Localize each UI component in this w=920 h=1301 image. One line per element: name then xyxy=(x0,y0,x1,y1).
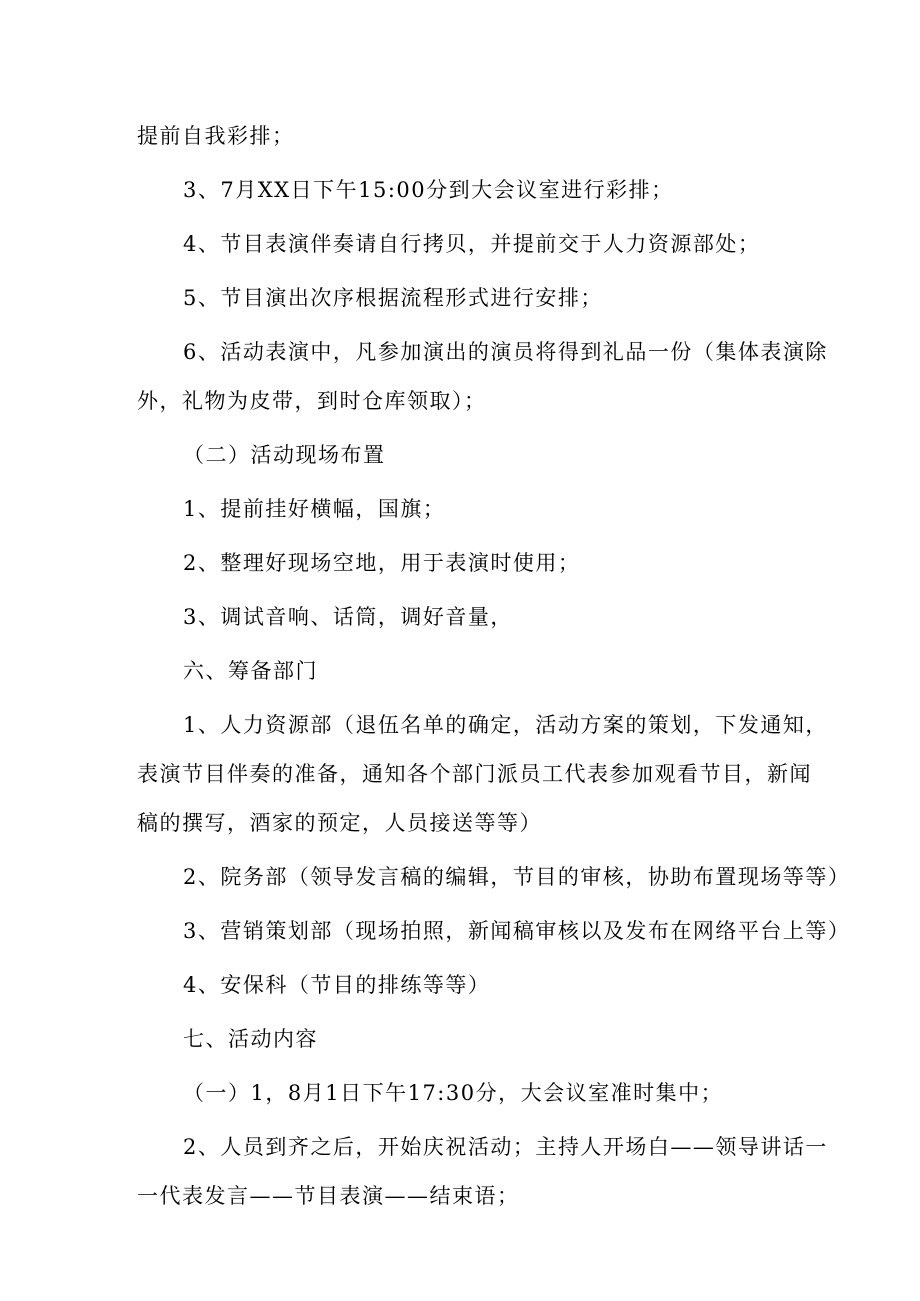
paragraph-11-line-1: 1、人力资源部（退伍名单的确定，活动方案的策划，下发通知， xyxy=(183,713,828,737)
paragraph-5-line-2: 外，礼物为皮带，到时仓库领取）； xyxy=(137,389,487,413)
paragraph-14-line-1: 4、安保科（节目的排练等等） xyxy=(183,973,491,997)
paragraph-16-line-1: （一）1，8月1日下午17:30分，大会议室准时集中； xyxy=(183,1081,724,1105)
document-body xyxy=(137,112,851,1221)
paragraph-13-line-1: 3、营销策划部（现场拍照，新闻稿审核以及发布在网络平台上等） xyxy=(183,919,851,943)
paragraph-1-line-1: 提前自我彩排； xyxy=(137,124,295,148)
paragraph-5-line-1: 6、活动表演中，凡参加演出的演员将得到礼品一份（集体表演除 xyxy=(183,340,828,364)
paragraph-11-line-2: 表演节目伴奏的准备，通知各个部门派员工代表参加观看节目，新闻 xyxy=(137,762,812,786)
paragraph-11-line-3: 稿的撰写，酒家的预定，人员接送等等） xyxy=(137,811,542,835)
paragraph-3-line-1: 4、节目表演伴奏请自行拷贝，并提前交于人力资源部处； xyxy=(183,232,761,256)
paragraph-6-line-1: （二）活动现场布置 xyxy=(183,443,386,467)
paragraph-4-line-1: 5、节目演出次序根据流程形式进行安排； xyxy=(183,286,603,310)
paragraph-9-line-1: 3、调试音响、话筒，调好音量， xyxy=(183,605,513,629)
paragraph-17-line-2: 一代表发言——节目表演——结束语； xyxy=(137,1184,520,1208)
paragraph-7-line-1: 1、提前挂好横幅，国旗； xyxy=(183,497,446,521)
paragraph-15-line-1: 七、活动内容 xyxy=(183,1027,318,1051)
paragraph-10-line-1: 六、筹备部门 xyxy=(183,659,318,683)
paragraph-8-line-1: 2、整理好现场空地，用于表演时使用； xyxy=(183,551,581,575)
paragraph-12-line-1: 2、院务部（领导发言稿的编辑，节目的审核，协助布置现场等等） xyxy=(183,865,851,889)
paragraph-17-line-1: 2、人员到齐之后，开始庆祝活动；主持人开场白——领导讲话一 xyxy=(183,1135,828,1159)
paragraph-2-line-1: 3、7月XX日下午15:00分到大会议室进行彩排； xyxy=(183,178,674,202)
